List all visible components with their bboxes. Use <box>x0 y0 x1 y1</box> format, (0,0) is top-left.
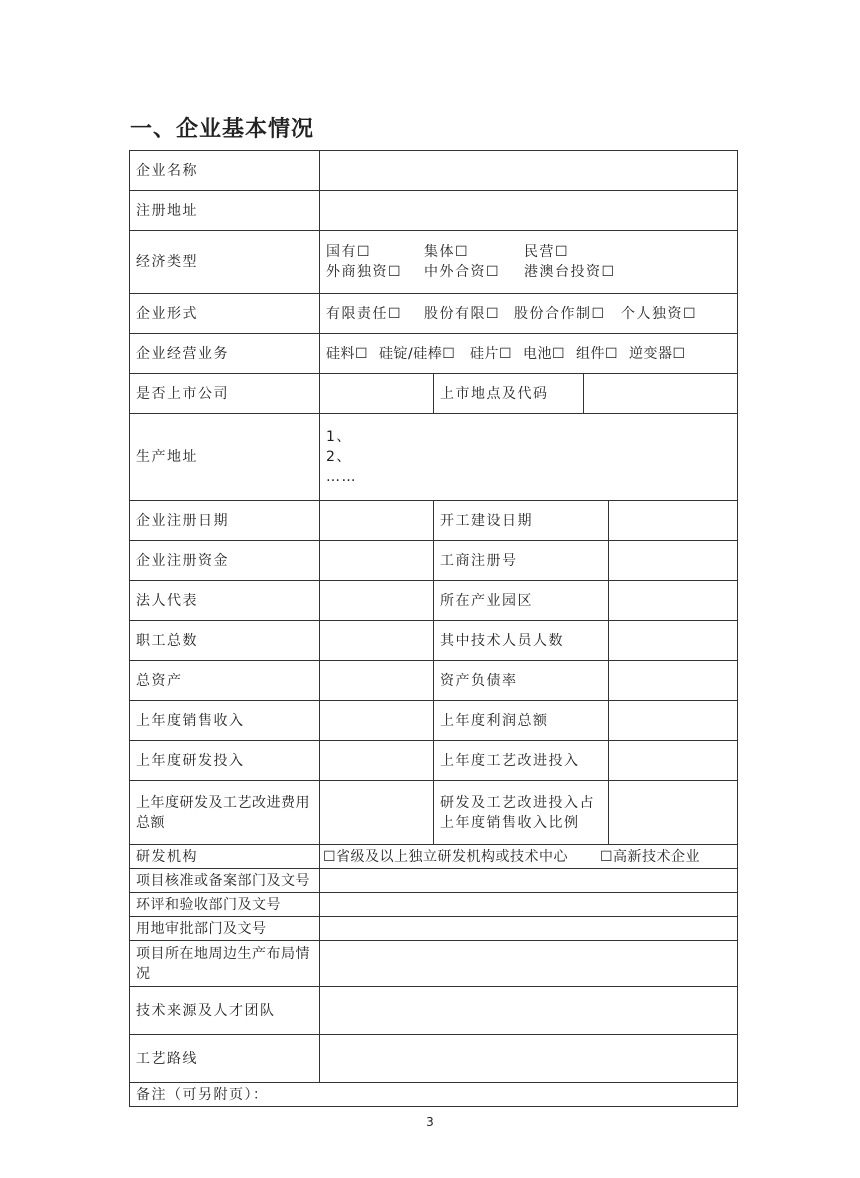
econ-option-collective[interactable]: 集体☐ <box>424 244 470 260</box>
form-option-coop[interactable]: 股份合作制☐ <box>514 305 606 322</box>
table-row <box>130 661 738 701</box>
business-option-silicon[interactable]: 硅料☐ <box>326 345 369 362</box>
listed-label: 是否上市公司 <box>130 374 320 414</box>
listing-info-field[interactable] <box>584 374 738 414</box>
rd-total-label-line-2: 总额 <box>136 814 165 831</box>
business-options <box>320 334 738 374</box>
table-row <box>130 581 738 621</box>
company-info-table <box>129 150 738 1107</box>
rd-org-options <box>320 845 738 869</box>
business-option-inverter[interactable]: 逆变器☐ <box>629 345 686 362</box>
company-form-options <box>320 294 738 334</box>
business-reg-no-field[interactable] <box>609 541 738 581</box>
sales-field[interactable] <box>320 701 434 741</box>
listed-field[interactable] <box>320 374 434 414</box>
table-row <box>130 869 738 893</box>
env-assessment-field[interactable] <box>320 893 738 917</box>
table-row <box>130 741 738 781</box>
page-number: 3 <box>426 1115 434 1129</box>
prod-address-field[interactable] <box>320 414 738 501</box>
prod-address-line-2: 2、 <box>326 449 352 465</box>
table-row <box>130 231 738 294</box>
table-row <box>130 334 738 374</box>
table-row <box>130 541 738 581</box>
table-row <box>130 845 738 869</box>
process-invest-label: 上年度工艺改进投入 <box>434 741 609 781</box>
table-row <box>130 374 738 414</box>
form-option-ltd[interactable]: 有限责任☐ <box>326 305 403 322</box>
rd-ratio-label-line-1: 研发及工艺改进投入占 <box>440 794 595 811</box>
rd-org-option-provincial[interactable]: ☐省级及以上独立研发机构或技术中心 <box>323 848 569 865</box>
rd-org-option-hightech[interactable]: ☐高新技术企业 <box>599 848 701 865</box>
econ-option-joint[interactable]: 中外合资☐ <box>424 264 501 280</box>
form-option-shares[interactable]: 股份有限☐ <box>424 305 501 322</box>
page-title: 一、企业基本情况 <box>130 117 315 142</box>
table-row <box>130 987 738 1035</box>
company-name-field[interactable] <box>320 151 738 191</box>
tech-source-field[interactable] <box>320 987 738 1035</box>
reg-date-label: 企业注册日期 <box>130 501 320 541</box>
reg-capital-label: 企业注册资金 <box>130 541 320 581</box>
remark-field[interactable]: 备注（可另附页）： <box>130 1083 738 1107</box>
table-row <box>130 501 738 541</box>
legal-rep-field[interactable] <box>320 581 434 621</box>
table-row <box>130 294 738 334</box>
staff-total-label: 职工总数 <box>130 621 320 661</box>
econ-type-options <box>320 231 738 294</box>
surrounding-layout-label-line-2: 况 <box>136 965 151 982</box>
process-invest-field[interactable] <box>609 741 738 781</box>
approval-label: 项目核准或备案部门及文号 <box>130 869 320 893</box>
tech-source-label: 技术来源及人才团队 <box>130 987 320 1035</box>
table-row <box>130 1083 738 1107</box>
total-assets-field[interactable] <box>320 661 434 701</box>
table-row <box>130 414 738 501</box>
approval-field[interactable] <box>320 869 738 893</box>
total-assets-label: 总资产 <box>130 661 320 701</box>
debt-ratio-field[interactable] <box>609 661 738 701</box>
process-route-field[interactable] <box>320 1035 738 1083</box>
business-option-module[interactable]: 组件☐ <box>576 345 619 362</box>
rd-ratio-label-line-2: 上年度销售收入比例 <box>440 814 580 831</box>
reg-date-field[interactable] <box>320 501 434 541</box>
company-form-label: 企业形式 <box>130 294 320 334</box>
tech-staff-label: 其中技术人员人数 <box>434 621 609 661</box>
business-reg-no-label: 工商注册号 <box>434 541 609 581</box>
econ-option-private[interactable]: 民营☐ <box>524 244 570 260</box>
construction-date-label: 开工建设日期 <box>434 501 609 541</box>
construction-date-field[interactable] <box>609 501 738 541</box>
surrounding-layout-field[interactable] <box>320 941 738 987</box>
listing-info-label: 上市地点及代码 <box>434 374 584 414</box>
econ-option-foreign[interactable]: 外商独资☐ <box>326 264 403 280</box>
reg-capital-field[interactable] <box>320 541 434 581</box>
business-option-ingot[interactable]: 硅锭/硅棒☐ <box>379 345 456 362</box>
surrounding-layout-label <box>130 941 320 987</box>
env-assessment-label: 环评和验收部门及文号 <box>130 893 320 917</box>
form-option-sole[interactable]: 个人独资☐ <box>621 305 698 322</box>
business-label: 企业经营业务 <box>130 334 320 374</box>
table-row <box>130 191 738 231</box>
land-approval-label: 用地审批部门及文号 <box>130 917 320 941</box>
industrial-park-label: 所在产业园区 <box>434 581 609 621</box>
tech-staff-field[interactable] <box>609 621 738 661</box>
rd-invest-field[interactable] <box>320 741 434 781</box>
table-row <box>130 893 738 917</box>
prod-address-line-1: 1、 <box>326 429 352 445</box>
rd-invest-label: 上年度研发投入 <box>130 741 320 781</box>
rd-total-label-line-1: 上年度研发及工艺改进费用 <box>136 794 310 811</box>
profit-field[interactable] <box>609 701 738 741</box>
land-approval-field[interactable] <box>320 917 738 941</box>
reg-address-label: 注册地址 <box>130 191 320 231</box>
staff-total-field[interactable] <box>320 621 434 661</box>
table-row <box>130 781 738 845</box>
rd-ratio-label <box>434 781 609 845</box>
table-row <box>130 621 738 661</box>
industrial-park-field[interactable] <box>609 581 738 621</box>
profit-label: 上年度利润总额 <box>434 701 609 741</box>
econ-option-hmt[interactable]: 港澳台投资☐ <box>524 264 616 280</box>
table-row <box>130 941 738 987</box>
econ-type-label: 经济类型 <box>130 231 320 294</box>
surrounding-layout-label-line-1: 项目所在地周边生产布局情 <box>136 945 310 962</box>
business-option-wafer[interactable]: 硅片☐ <box>470 345 513 362</box>
table-row <box>130 1035 738 1083</box>
table-row <box>130 917 738 941</box>
sales-label: 上年度销售收入 <box>130 701 320 741</box>
legal-rep-label: 法人代表 <box>130 581 320 621</box>
debt-ratio-label: 资产负债率 <box>434 661 609 701</box>
business-option-cell[interactable]: 电池☐ <box>523 345 566 362</box>
table-row <box>130 151 738 191</box>
table-row <box>130 701 738 741</box>
prod-address-line-more: …… <box>326 469 357 485</box>
rd-org-label: 研发机构 <box>130 845 320 869</box>
rd-total-label <box>130 781 320 845</box>
econ-option-state[interactable]: 国有☐ <box>326 244 372 260</box>
process-route-label: 工艺路线 <box>130 1035 320 1083</box>
prod-address-label: 生产地址 <box>130 414 320 501</box>
reg-address-field[interactable] <box>320 191 738 231</box>
rd-ratio-field[interactable] <box>609 781 738 845</box>
company-name-label: 企业名称 <box>130 151 320 191</box>
rd-total-field[interactable] <box>320 781 434 845</box>
